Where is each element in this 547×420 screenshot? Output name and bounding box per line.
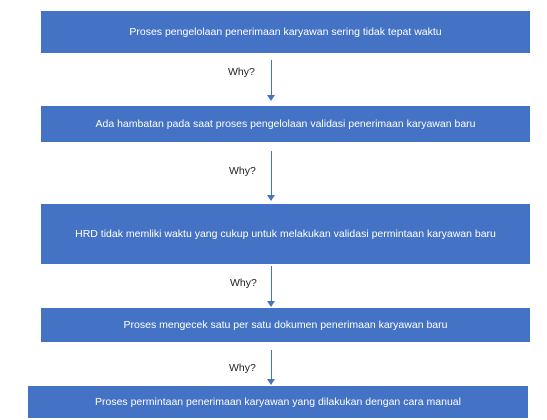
connector-arrow-1 (267, 95, 275, 101)
diagram-box-5 (28, 386, 528, 418)
connector-line-3 (271, 266, 272, 302)
diagram-box-4 (41, 308, 530, 342)
diagram-box-2-text: Ada hambatan pada saat proses pengelolaan validasi penerimaan karyawan baru (95, 118, 476, 130)
diagram-box-3-text: HRD tidak memliki waktu yang cukup untuk melakukan validasi permintaan karyawan baru (75, 228, 496, 240)
why-label-4: Why? (229, 362, 256, 374)
diagram-box-4-text: Proses mengecek satu per satu dokumen penerimaan karyawan baru (123, 319, 448, 331)
connector-line-2 (271, 151, 272, 196)
connector-line-4 (271, 350, 272, 380)
diagram-box-2 (41, 106, 530, 142)
diagram-box-5-text: Proses permintaan penerimaan karyawan yang dilakukan dengan cara manual (95, 396, 461, 408)
diagram-box-1-text: Proses pengelolaan penerimaan karyawan sering tidak tepat waktu (129, 26, 442, 38)
diagram-box-3 (41, 204, 530, 264)
why-label-2: Why? (229, 165, 256, 177)
why-label-3: Why? (230, 277, 257, 289)
why-label-1: Why? (228, 66, 255, 78)
diagram-box-1 (41, 11, 530, 53)
connector-arrow-4 (267, 379, 275, 385)
connector-arrow-3 (267, 301, 275, 307)
connector-arrow-2 (267, 195, 275, 201)
connector-line-1 (271, 60, 272, 96)
